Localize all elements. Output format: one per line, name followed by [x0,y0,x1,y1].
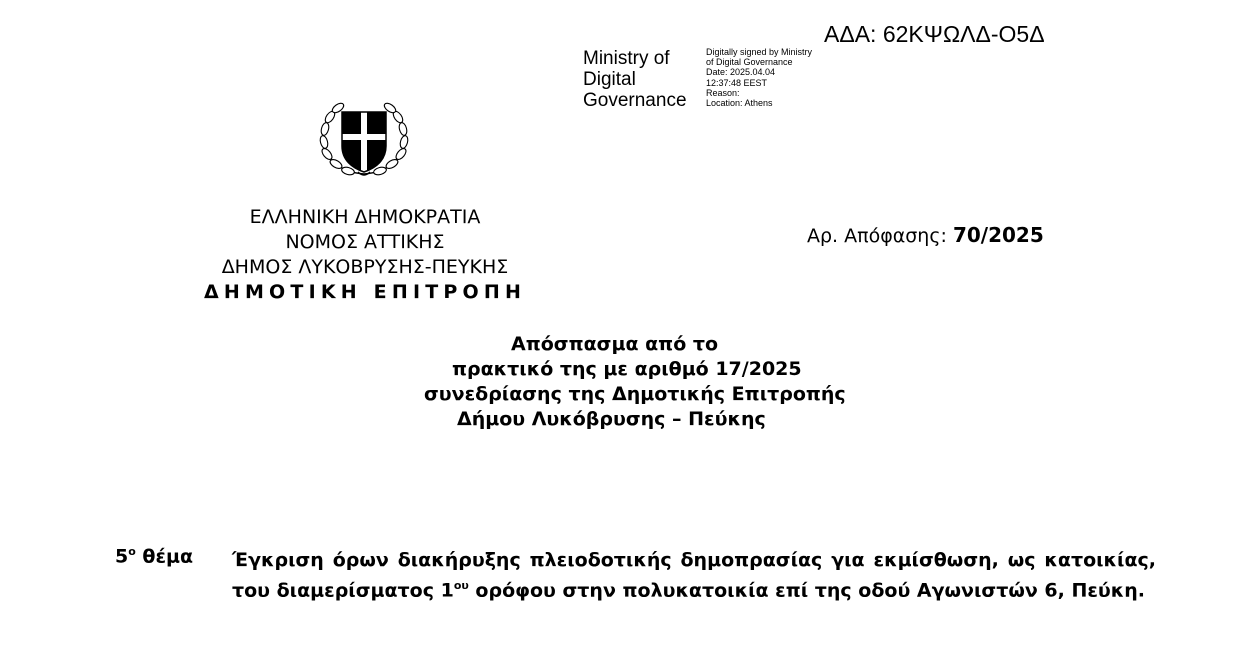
signer-line: Ministry of [583,48,670,69]
digital-signature-signer [583,48,687,111]
authority-country: ΕΛΛΗΝΙΚΗ ΔΗΜΟΚΡΑΤΙΑ [249,206,481,228]
signer-line: Governance [583,90,687,111]
digital-signature-details [706,47,812,108]
signer-line: Digital [583,69,636,90]
signature-detail-line: 12:37:48 EEST [706,77,768,88]
signature-detail-line: of Digital Governance [706,57,793,68]
topic-text-part: ορόφου στην πολυκατοικία επί της οδού Αγωνιστών 6, Πεύκη. [468,579,1146,602]
decision-number [807,223,1044,247]
topic-number [115,545,193,567]
excerpt-line: Απόσπασμα από το [511,333,719,355]
topic-number-label: θέμα [142,545,194,568]
issuing-authority [160,205,570,305]
excerpt-line: συνεδρίασης της Δημοτικής Επιτροπής [424,383,846,405]
topic-description [232,548,1156,603]
authority-municipality: ΔΗΜΟΣ ΛΥΚΟΒΡΥΣΗΣ-ΠΕΥΚΗΣ [221,256,509,278]
authority-committee: ΔΗΜΟΤΙΚΗ ΕΠΙΤΡΟΠΗ [203,281,527,303]
topic-number-value: 5 [115,545,129,568]
excerpt-line: Δήμου Λυκόβρυσης – Πεύκης [457,408,766,430]
signature-detail-line: Date: 2025.04.04 [706,67,776,78]
signature-detail-line: Digitally signed by Ministry [706,47,813,57]
topic-number-sup: ο [128,545,136,558]
decision-label: Αρ. Απόφασης: [807,225,947,247]
signature-detail-line: Location: Athens [706,98,773,109]
decision-value: 70/2025 [952,223,1044,247]
authority-prefecture: ΝΟΜΟΣ ΑΤΤΙΚΗΣ [285,231,445,253]
topic-text-part: Έγκριση όρων διακήρυξης πλειοδοτικής δημοπρασίας για εκμίσθωση, ως κατοικίας, του διαμερίσματος 1 [232,549,1156,602]
excerpt-heading [330,332,970,432]
ada-code: ΑΔΑ: 62ΚΨΩΛΔ-Ο5Δ [824,21,1045,47]
topic-text-sup: ου [453,579,469,592]
hellenic-republic-emblem-icon [318,98,410,180]
signature-detail-line: Reason: [706,87,740,98]
excerpt-line: πρακτικό της με αριθμό 17/2025 [452,358,802,380]
